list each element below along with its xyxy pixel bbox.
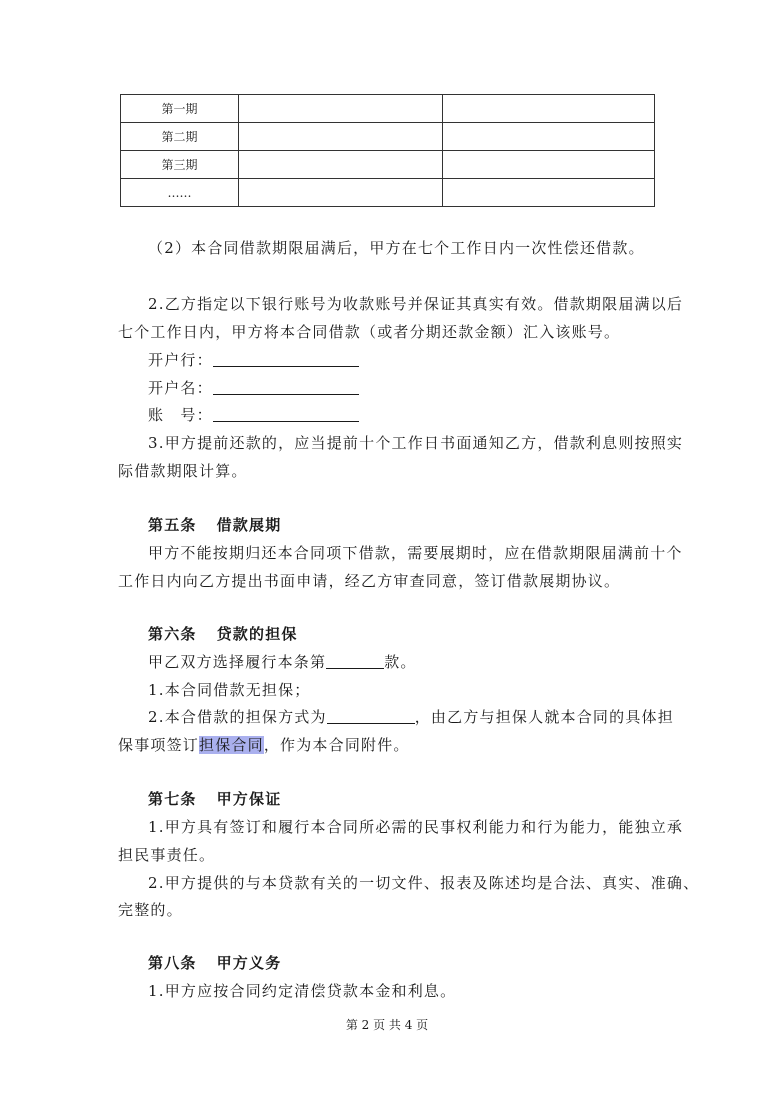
- table-row: [121, 123, 655, 151]
- guarantee-text: 2.本合借款的担保方式为: [148, 708, 327, 726]
- account-number-row: [148, 405, 359, 425]
- table-cell: [239, 179, 443, 207]
- paragraph-account-cont: 七个工作日内，甲方将本合同借款（或者分期还款金额）汇入该账号。: [118, 323, 621, 341]
- table-cell: [443, 179, 655, 207]
- guarantee-method-blank-field[interactable]: [327, 707, 415, 724]
- article-title: 贷款的担保: [216, 625, 298, 643]
- article-7-item-2: 2.甲方提供的与本贷款有关的一切文件、报表及陈述均是合法、真实、准确、: [148, 874, 700, 892]
- article-number: 第八条: [148, 954, 197, 972]
- table-row: [121, 95, 655, 123]
- article-7-item-2-cont: 完整的。: [118, 901, 183, 919]
- article-7-item-1: 1.甲方具有签订和履行本合同所必需的民事权利能力和行为能力，能独立承: [148, 818, 684, 836]
- page-footer: 第 2 页 共 4 页: [345, 1018, 429, 1032]
- choice-text: 甲乙双方选择履行本条第: [148, 653, 327, 671]
- article-6-item-2-cont: [118, 735, 410, 755]
- period-cell: ……: [121, 179, 239, 207]
- article-6-heading: [148, 624, 298, 644]
- guarantee-text-cont: ，由乙方与担保人就本合同的具体担: [414, 708, 674, 726]
- article-6-choice: [148, 652, 417, 672]
- table-cell: [239, 95, 443, 123]
- table-cell: [443, 123, 655, 151]
- account-number-label: 账 号：: [148, 406, 213, 424]
- article-5-heading: [148, 515, 281, 535]
- article-number: 第七条: [148, 790, 197, 808]
- highlighted-selection[interactable]: 担保合同: [199, 736, 264, 754]
- article-number: 第五条: [148, 516, 197, 534]
- article-5-paragraph-cont: 工作日内向乙方提出书面申请，经乙方审查同意，签订借款展期协议。: [118, 572, 621, 590]
- account-name-label: 开户名：: [148, 379, 213, 397]
- article-title: 甲方义务: [216, 954, 282, 972]
- bank-blank-field[interactable]: [213, 350, 359, 367]
- article-6-item-2: [148, 707, 674, 727]
- bank-label: 开户行：: [148, 351, 213, 369]
- article-title: 甲方保证: [216, 790, 282, 808]
- table-row: [121, 151, 655, 179]
- period-cell: 第一期: [121, 95, 239, 123]
- article-title: 借款展期: [216, 516, 282, 534]
- table-cell: [239, 123, 443, 151]
- table-cell: [443, 151, 655, 179]
- clause-number-blank-field[interactable]: [326, 652, 384, 669]
- article-number: 第六条: [148, 625, 197, 643]
- article-8-item-1: 1.甲方应按合同约定清偿贷款本金和利息。: [148, 982, 457, 1000]
- repayment-schedule-table: [120, 94, 655, 207]
- article-8-heading: [148, 953, 281, 973]
- account-number-blank-field[interactable]: [213, 405, 359, 422]
- article-5-paragraph: 甲方不能按期归还本合同项下借款，需要展期时，应在借款期限届满前十个: [148, 544, 683, 562]
- account-name-blank-field[interactable]: [213, 378, 359, 395]
- guarantee-text-start: 保事项签订: [118, 736, 200, 754]
- article-7-item-1-cont: 担民事责任。: [118, 846, 216, 864]
- guarantee-text-end: ，作为本合同附件。: [263, 736, 410, 754]
- table-cell: [239, 151, 443, 179]
- paragraph-account: 2.乙方指定以下银行账号为收款账号并保证其真实有效。借款期限届满以后: [148, 295, 684, 313]
- article-6-item-1: 1.本合同借款无担保；: [148, 681, 311, 699]
- paragraph-prepay: 3.甲方提前还款的，应当提前十个工作日书面通知乙方，借款利息则按照实: [148, 434, 684, 452]
- account-name-row: [148, 378, 359, 398]
- choice-text-end: 款。: [384, 653, 417, 671]
- table-row: [121, 179, 655, 207]
- article-7-heading: [148, 789, 281, 809]
- period-cell: 第三期: [121, 151, 239, 179]
- period-cell: 第二期: [121, 123, 239, 151]
- paragraph-prepay-cont: 际借款期限计算。: [118, 462, 248, 480]
- paragraph-repay-lump-sum: （2）本合同借款期限届满后，甲方在七个工作日内一次性偿还借款。: [148, 239, 645, 257]
- table-cell: [443, 95, 655, 123]
- bank-field-row: [148, 350, 359, 370]
